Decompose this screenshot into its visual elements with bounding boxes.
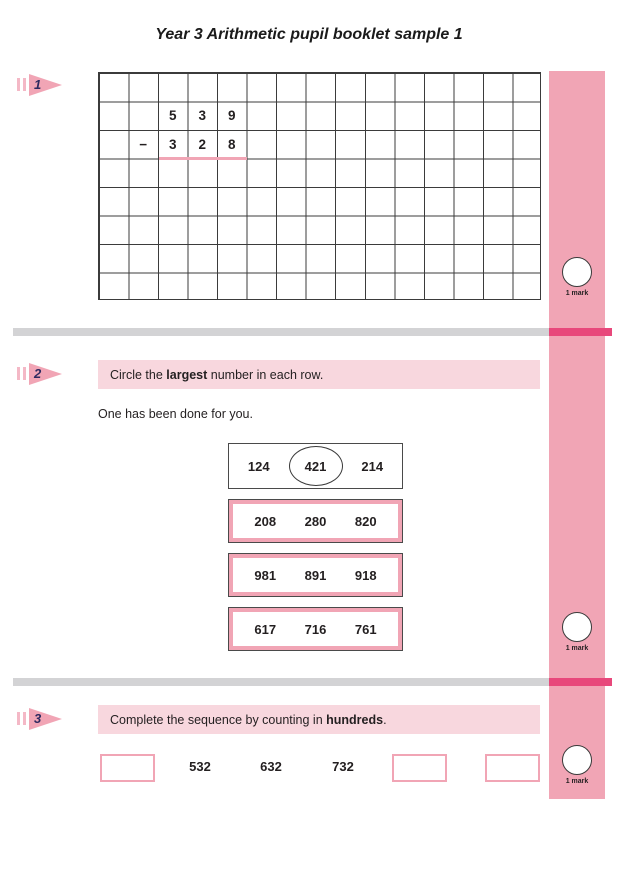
marker-bar-icon bbox=[23, 78, 26, 91]
row-number: 617 bbox=[254, 621, 277, 637]
sequence-answer-box-2 bbox=[392, 754, 447, 782]
number-row bbox=[228, 499, 403, 543]
question-2-number: 2 bbox=[34, 366, 42, 381]
mark-label-q2: 1 mark bbox=[565, 645, 589, 652]
marker-bar-icon bbox=[17, 367, 20, 380]
row-number: 716 bbox=[304, 621, 327, 637]
marker-bar-icon bbox=[17, 712, 20, 725]
prompt-text: Circle the largest number in each row. bbox=[110, 367, 324, 382]
mark-indicator-q2 bbox=[549, 612, 605, 652]
grid-digit: 3 bbox=[168, 136, 177, 152]
question-3-marker bbox=[17, 708, 65, 730]
question-2-prompt bbox=[98, 360, 540, 389]
section-divider-2 bbox=[13, 678, 549, 686]
circle-annotation bbox=[289, 446, 343, 486]
number-row bbox=[228, 553, 403, 597]
mark-circle-q3 bbox=[562, 745, 592, 775]
number-row bbox=[228, 607, 403, 651]
grid-digit: 2 bbox=[198, 136, 206, 152]
prompt-text: Complete the sequence by counting in hundreds. bbox=[110, 712, 387, 727]
grid-digit: 8 bbox=[227, 136, 236, 152]
question-1-marker bbox=[17, 74, 65, 96]
row-number: 761 bbox=[354, 621, 377, 637]
row-number: 820 bbox=[354, 513, 377, 529]
page-title: Year 3 Arithmetic pupil booklet sample 1 bbox=[155, 26, 463, 43]
row-number: 280 bbox=[304, 513, 327, 529]
mark-indicator-q1 bbox=[549, 257, 605, 297]
row-number: 891 bbox=[304, 567, 327, 583]
question-1-number: 1 bbox=[34, 77, 42, 92]
row-number: 918 bbox=[354, 567, 377, 583]
mark-indicator-q3 bbox=[549, 745, 605, 785]
marker-bar-icon bbox=[23, 367, 26, 380]
row-number: 208 bbox=[254, 513, 277, 529]
working-grid bbox=[98, 72, 541, 300]
section-divider-2-accent bbox=[549, 678, 612, 686]
row-number: 124 bbox=[247, 458, 270, 474]
answer-underline bbox=[159, 157, 248, 160]
row-number-circled: 421 bbox=[304, 458, 327, 474]
question-3-number: 3 bbox=[34, 711, 42, 726]
mark-circle-q2 bbox=[562, 612, 592, 642]
sequence-number: 732 bbox=[332, 759, 354, 774]
grid-digit: 9 bbox=[227, 108, 236, 124]
marker-bar-icon bbox=[17, 78, 20, 91]
marks-sidebar bbox=[549, 71, 605, 799]
sequence-answer-box-1 bbox=[100, 754, 155, 782]
grid-digit: 3 bbox=[198, 108, 206, 124]
sequence-number: 532 bbox=[189, 759, 211, 774]
number-row-example bbox=[228, 443, 403, 489]
grid-digit: 5 bbox=[168, 108, 177, 124]
question-3-prompt bbox=[98, 705, 540, 734]
question-2-marker bbox=[17, 363, 65, 385]
row-number: 981 bbox=[254, 567, 277, 583]
question-2-note: One has been done for you. bbox=[98, 407, 253, 421]
mark-label-q1: 1 mark bbox=[565, 290, 589, 297]
section-divider-1 bbox=[13, 328, 549, 336]
sequence-row bbox=[0, 754, 549, 784]
sequence-answer-box-3 bbox=[485, 754, 540, 782]
row-number: 214 bbox=[361, 458, 384, 474]
section-divider-1-accent bbox=[549, 328, 612, 336]
mark-label-q3: 1 mark bbox=[565, 778, 589, 785]
grid-minus-sign: − bbox=[139, 136, 148, 152]
mark-circle-q1 bbox=[562, 257, 592, 287]
marker-bar-icon bbox=[23, 712, 26, 725]
sequence-number: 632 bbox=[260, 759, 282, 774]
